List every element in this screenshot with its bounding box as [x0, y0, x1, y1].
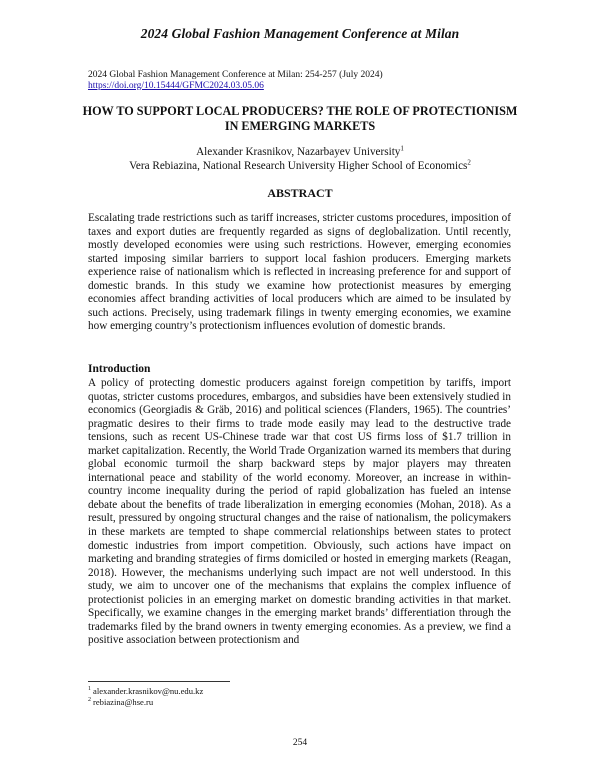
author-name: Alexander Krasnikov, Nazarbayev University	[196, 146, 401, 158]
citation-line: 2024 Global Fashion Management Conference at Milan: 254-257 (July 2024)	[88, 70, 383, 80]
author-list	[60, 146, 540, 173]
introduction-text: A policy of protecting domestic producers against foreign competition by tariffs, import quotas, stricter customs procedures, embargos, and subsidies have been extensively studied in economics (Georgiadis & Gräb, 2016) and political sciences (Flanders, 1965). The countries’ pragmatic desires to their firms to trade mode easily may lead to the destructive trade tensions, such as recent US-Chinese trade war that cost US firms loss of $1.7 trillion in market capitalization. Recently, the World Trade Organization warned its members that during global economic turmoil the sharp backward steps by major players may threaten international peace and stability of the world economy. Moreover, an increase in within-country income inequality during the period of rapid globalization has fueled an intense debate about the benefits of trade liberalization in emerging economies (Mohan, 2018). As a result, pressured by ongoing structural changes and the raise of nationalism, the policymakers in these markets are tempted to shape commercial relationships between states to protect domestic industries from import competition. Obviously, such actions have impact on marketing and branding strategies of firms domiciled or hosted in emerging markets (Reagan, 2018). However, the mechanisms underlying such impact are not well understood. In this study, we aim to uncover one of the mechanisms that explains the complex influence of protectionist policies in an emerging market on domestic branding activities in that market. Specifically, we examine changes in the emerging market brands’ differentiation through the trademarks filed by the brand owners in twenty emerging economies. As a preview, we find a positive association between protectionism and	[88, 377, 511, 647]
footnote-marker: 1	[400, 144, 404, 153]
footnote-marker: 2	[88, 697, 91, 704]
abstract-heading: ABSTRACT	[267, 186, 333, 200]
running-header: 2024 Global Fashion Management Conference at Milan	[140, 26, 460, 41]
footnote-email: alexander.krasnikov@nu.edu.kz	[93, 686, 204, 696]
paper-title: HOW TO SUPPORT LOCAL PRODUCERS? THE ROLE OF PROTECTIONISM IN EMERGING MARKETS	[82, 104, 518, 133]
page-number: 254	[292, 738, 308, 748]
author-line	[60, 157, 540, 174]
footnote-marker: 2	[467, 157, 471, 166]
footnote	[88, 697, 388, 708]
abstract-text: Escalating trade restrictions such as tariff increases, stricter customs procedures, imposition of taxes and export duties are frequently regarded as signs of deglobalization. Until recently, mostly developed economies were using such restrictions. However, emerging economies started imposing similar barriers to support local fashion producers. Emerging markets experience raise of nationalism which is reflected in increasing preference for and support of domestic brands. In this study we examine how protectionist measures by emerging economies affect branding activities of local producers which are aimed to be insulated by such actions. Precisely, using trademark filings in twenty emerging economies, we examine how emerging country’s protectionism influences evolution of domestic brands.	[88, 212, 511, 333]
author-name: Vera Rebiazina, National Research University Higher School of Economics	[129, 159, 468, 172]
citation-block	[88, 70, 528, 92]
footnotes	[88, 686, 388, 708]
footnote-divider	[88, 681, 230, 682]
footnote-email: rebiazina@hse.ru	[93, 697, 154, 707]
footnote	[88, 686, 388, 697]
section-heading-introduction: Introduction	[88, 363, 151, 375]
doi-link[interactable]: https://doi.org/10.15444/GFMC2024.03.05.06	[88, 81, 264, 91]
footnote-marker: 1	[88, 686, 91, 693]
